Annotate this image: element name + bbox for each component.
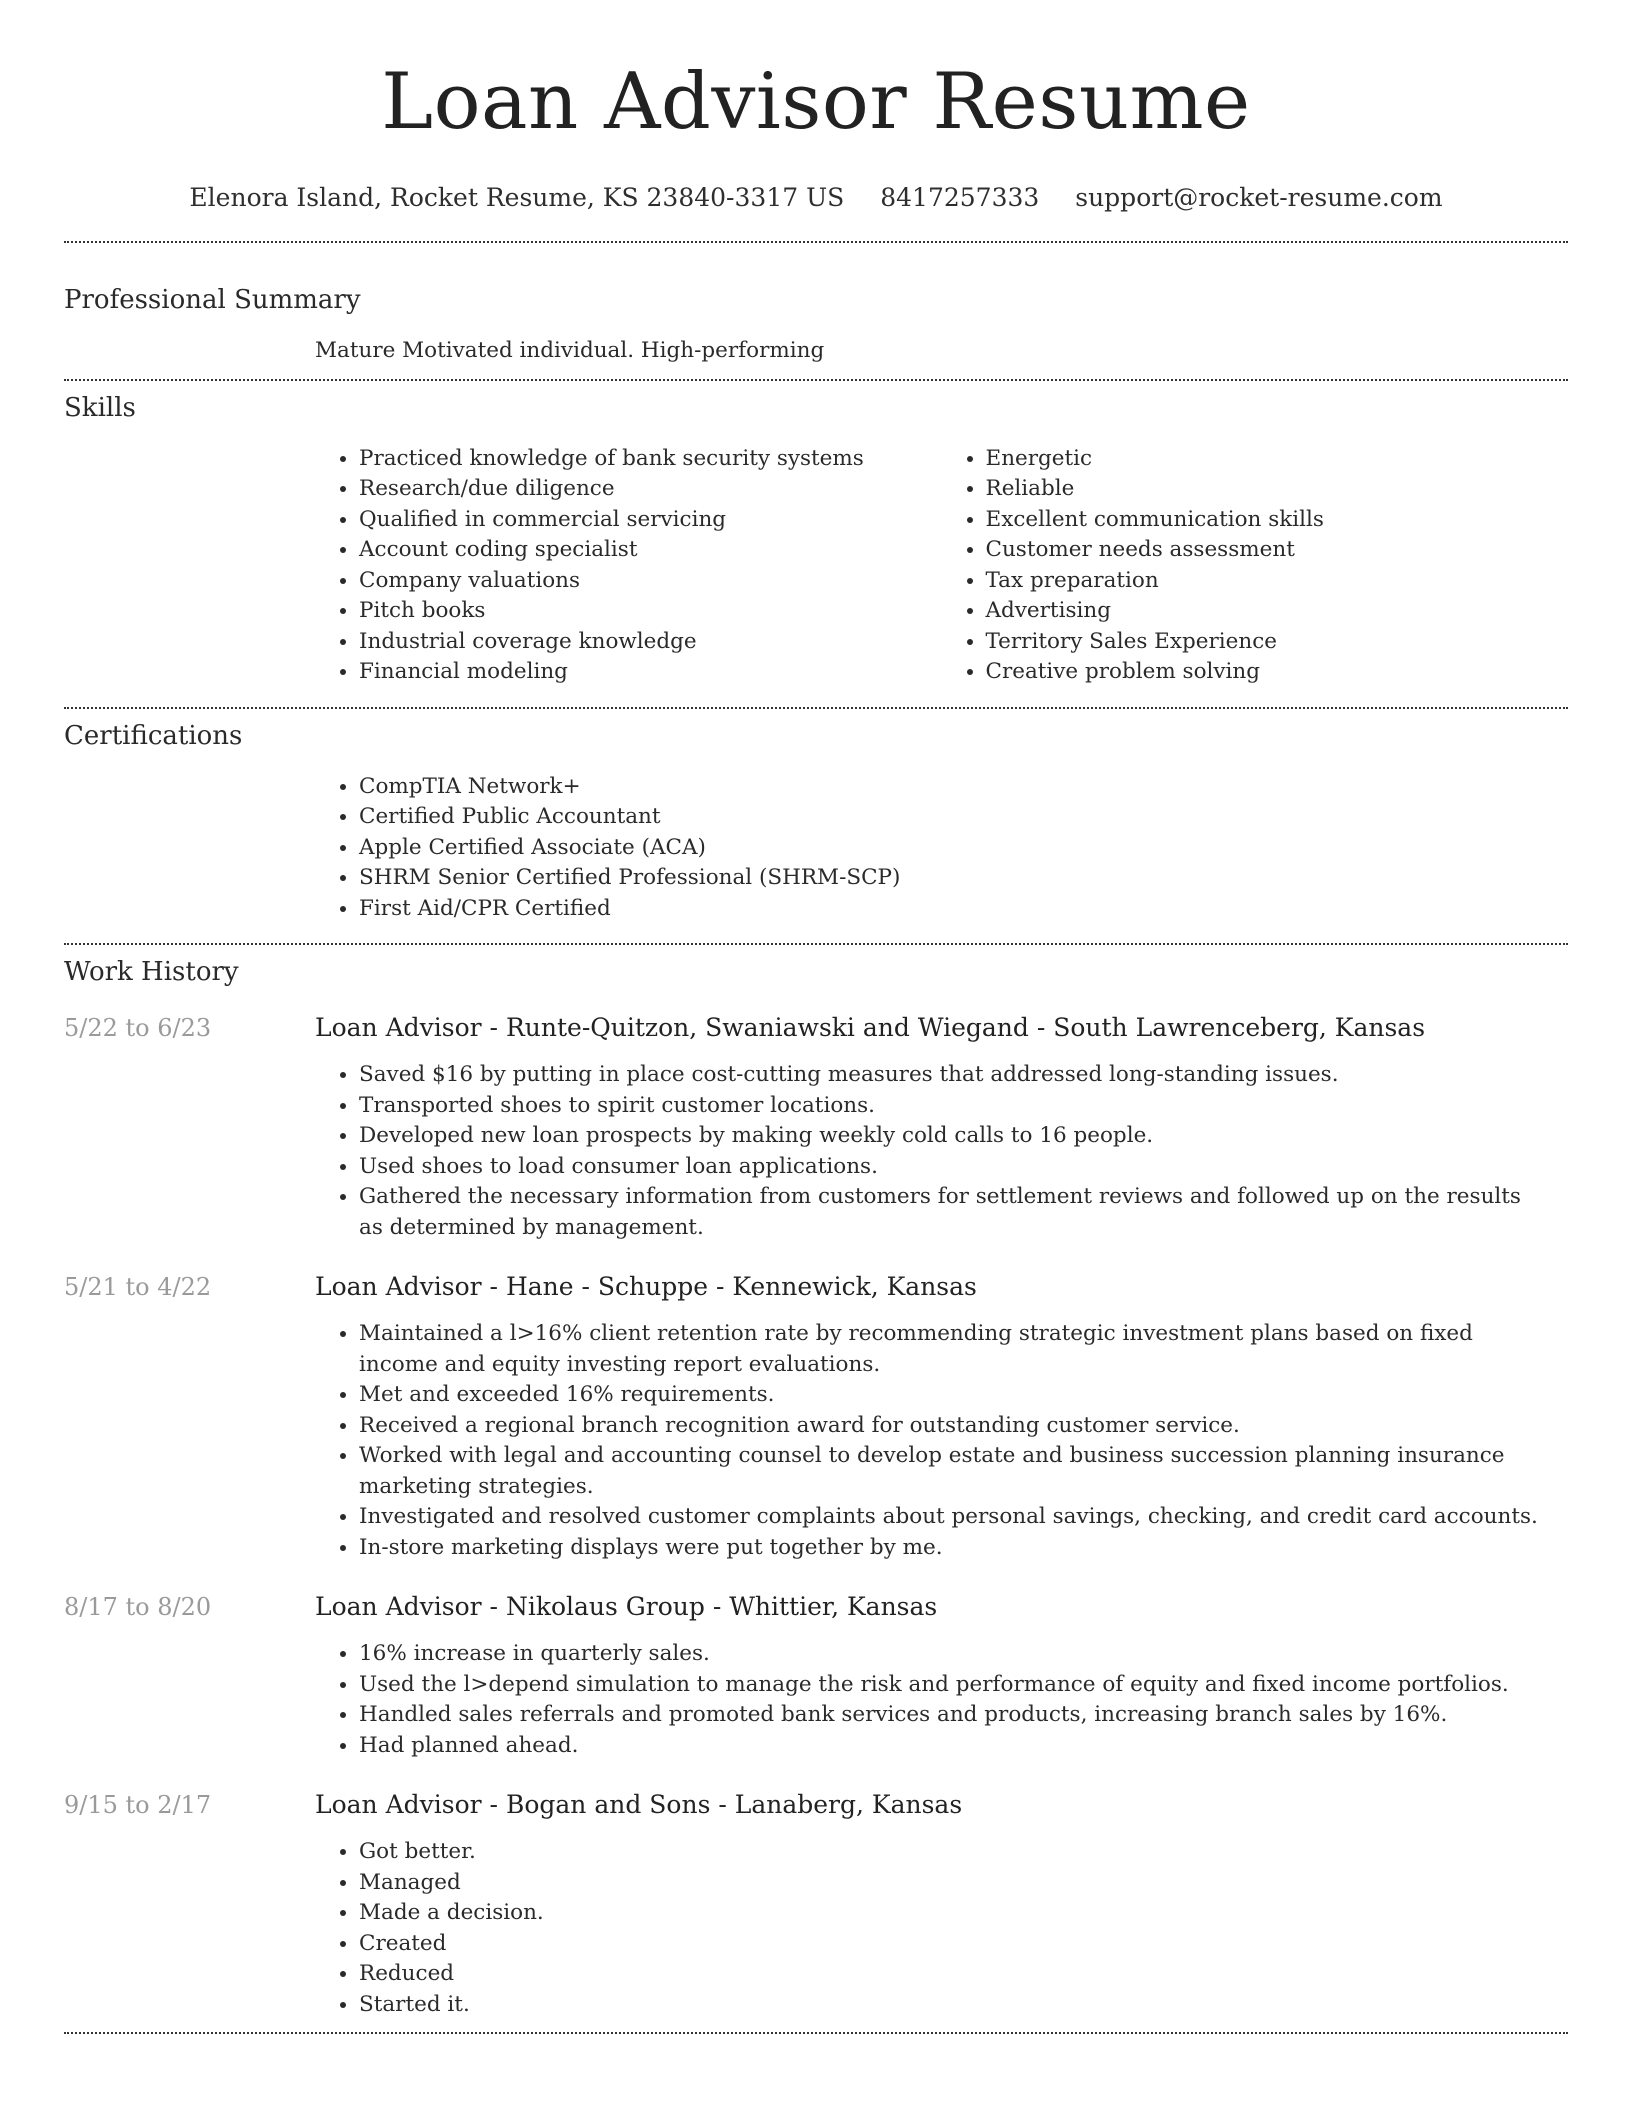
certifications-content — [315, 772, 1568, 925]
certification-item: • CompTIA Network+ — [359, 772, 1568, 803]
job-bullets — [315, 1837, 1568, 2020]
job-bullet: • Created — [359, 1929, 1548, 1960]
work-heading: Work History — [64, 957, 239, 987]
contact-phone: 8417257333 — [880, 183, 1040, 212]
job-entry — [64, 1012, 1568, 1243]
divider — [64, 2032, 1568, 2034]
skill-item: • Customer needs assessment — [986, 535, 1569, 566]
job-bullet: • Made a decision. — [359, 1898, 1548, 1929]
job-bullet: • Maintained a l>16% client retention rate by recommending strategic investment plans based on fixed income and equity investing report evaluations. — [359, 1319, 1548, 1380]
skill-item: • Qualified in commercial servicing — [359, 505, 942, 536]
skill-item: • Company valuations — [359, 566, 942, 597]
job-bullet: • Started it. — [359, 1990, 1548, 2021]
skill-item: • Territory Sales Experience — [986, 627, 1569, 658]
job-bullet: • In-store marketing displays were put together by me. — [359, 1533, 1548, 1564]
job-title: Loan Advisor - Runte-Quitzon, Swaniawski and Wiegand - South Lawrenceberg, Kansas — [315, 1013, 1426, 1042]
job-bullet: • Met and exceeded 16% requirements. — [359, 1380, 1548, 1411]
certification-item: • Certified Public Accountant — [359, 802, 1568, 833]
certifications-list — [315, 772, 1568, 925]
skills-columns — [315, 444, 1568, 688]
job-bullets — [315, 1319, 1568, 1563]
job-bullet: • Used the l>depend simulation to manage the risk and performance of equity and fixed income portfolios. — [359, 1670, 1548, 1701]
skill-item: • Tax preparation — [986, 566, 1569, 597]
skills-section — [64, 381, 1568, 688]
skill-item: • Pitch books — [359, 596, 942, 627]
contact-email: support@rocket-resume.com — [1075, 183, 1443, 212]
skill-item: • Industrial coverage knowledge — [359, 627, 942, 658]
job-bullet: • Transported shoes to spirit customer locations. — [359, 1091, 1548, 1122]
job-bullet: • Had planned ahead. — [359, 1731, 1548, 1762]
job-bullet: • Received a regional branch recognition award for outstanding customer service. — [359, 1411, 1548, 1442]
skill-item: • Practiced knowledge of bank security systems — [359, 444, 942, 475]
skill-item: • Creative problem solving — [986, 657, 1569, 688]
job-bullet: • Reduced — [359, 1959, 1548, 1990]
job-dates: 9/15 to 2/17 — [64, 1791, 212, 1819]
job-bullet: • 16% increase in quarterly sales. — [359, 1639, 1548, 1670]
summary-text: Mature Motivated individual. High-performing — [315, 338, 825, 363]
job-bullet: • Saved $16 by putting in place cost-cutting measures that addressed long-standing issues. — [359, 1060, 1548, 1091]
skill-item: • Excellent communication skills — [986, 505, 1569, 536]
job-bullet: • Managed — [359, 1868, 1548, 1899]
summary-section — [64, 243, 1568, 367]
certification-item: • SHRM Senior Certified Professional (SHRM-SCP) — [359, 863, 1568, 894]
skill-item: • Research/due diligence — [359, 474, 942, 505]
certification-item: • Apple Certified Associate (ACA) — [359, 833, 1568, 864]
contact-address: Elenora Island, Rocket Resume, KS 23840-3317 US — [189, 183, 845, 212]
job-bullet: • Handled sales referrals and promoted bank services and products, increasing branch sales by 16%. — [359, 1700, 1548, 1731]
skill-item: • Reliable — [986, 474, 1569, 505]
job-entry — [64, 1271, 1568, 1563]
job-bullets — [315, 1639, 1568, 1761]
job-bullet: • Gathered the necessary information from customers for settlement reviews and followed up on the results as determined by management. — [359, 1182, 1548, 1243]
certification-item: • First Aid/CPR Certified — [359, 894, 1568, 925]
job-bullet: • Developed new loan prospects by making weekly cold calls to 16 people. — [359, 1121, 1548, 1152]
job-bullet: • Worked with legal and accounting counsel to develop estate and business succession planning insurance marketing strategies. — [359, 1441, 1548, 1502]
job-entry — [64, 1591, 1568, 1761]
certifications-heading: Certifications — [64, 720, 243, 751]
job-dates: 5/22 to 6/23 — [64, 1014, 212, 1042]
job-title: Loan Advisor - Hane - Schuppe - Kennewick, Kansas — [315, 1272, 977, 1301]
resume-title: Loan Advisor Resume — [381, 57, 1251, 147]
jobs-list — [64, 1012, 1568, 2020]
resume-page — [64, 0, 1568, 2034]
skills-list-left — [315, 444, 942, 688]
job-bullet: • Investigated and resolved customer complaints about personal savings, checking, and credit card accounts. — [359, 1502, 1548, 1533]
work-section — [64, 945, 1568, 2020]
skill-item: • Financial modeling — [359, 657, 942, 688]
skill-item: • Account coding specialist — [359, 535, 942, 566]
job-title: Loan Advisor - Nikolaus Group - Whittier, Kansas — [315, 1592, 938, 1621]
skills-heading: Skills — [64, 392, 136, 423]
job-entry — [64, 1789, 1568, 2020]
job-title: Loan Advisor - Bogan and Sons - Lanaberg, Kansas — [315, 1790, 963, 1819]
summary-heading: Professional Summary — [64, 285, 361, 315]
skill-item: • Energetic — [986, 444, 1569, 475]
job-bullet: • Used shoes to load consumer loan applications. — [359, 1152, 1548, 1183]
job-dates: 5/21 to 4/22 — [64, 1273, 212, 1301]
skills-list-right — [942, 444, 1569, 688]
job-bullets — [315, 1060, 1568, 1243]
certifications-section — [64, 709, 1568, 925]
contact-line — [64, 182, 1568, 214]
job-dates: 8/17 to 8/20 — [64, 1593, 212, 1621]
job-bullet: • Got better. — [359, 1837, 1548, 1868]
skill-item: • Advertising — [986, 596, 1569, 627]
